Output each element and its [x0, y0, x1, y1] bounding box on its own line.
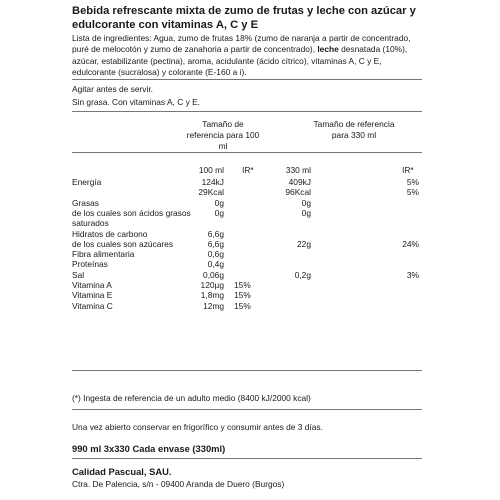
nutrient-label: Grasas [72, 197, 99, 208]
value-per-100ml: 6,6g [207, 228, 224, 239]
value-per-100ml: 124kJ [201, 177, 224, 187]
nutrient-label: Hidratos de carbono [72, 228, 148, 239]
nutrient-label: Fibra alimentaria [72, 249, 135, 260]
ir-per-330ml: 24% [402, 238, 419, 249]
ingredients-list [72, 33, 422, 78]
company-name: Calidad Pascual, SAU. [72, 466, 172, 477]
reference-footnote: (*) Ingesta de referencia de un adulto medio (8400 kJ/2000 kcal) [72, 393, 311, 403]
column-header-ir: IR* [402, 165, 414, 175]
company-address: Ctra. De Palencia, s/n - 09400 Aranda de Duero (Burgos) [72, 479, 285, 489]
value-per-100ml: 0g [214, 207, 224, 218]
value-per-100ml: 29Kcal [198, 187, 224, 198]
column-header-330ml: 330 ml [285, 165, 311, 175]
storage-instructions: Una vez abierto conservar en frigorífico y consumir antes de 3 días. [72, 422, 323, 432]
value-per-100ml: 1,8mg [200, 290, 224, 301]
nutrient-label: Energía [72, 177, 102, 187]
ingredients-prefix: Lista de ingredientes: Agua, zumo de frutas 18% (zumo de naranja a partir de concentrado, puré de melocotón y zumo de zanahoria a partir de concentrado), [72, 33, 411, 55]
nutrient-label: de los cuales son azúcares [72, 238, 174, 249]
ir-per-100ml: 15% [234, 300, 251, 311]
value-per-100ml: 0g [214, 197, 224, 208]
ingredients-bold-word: leche [317, 44, 339, 55]
value-per-330ml: 0g [301, 207, 311, 218]
value-per-100ml: 0,06g [203, 269, 224, 280]
divider [72, 458, 422, 459]
nutrient-label: Proteínas [72, 259, 108, 270]
header-per-330ml: Tamaño de referencia para 330 ml [313, 119, 395, 140]
nutrient-label: Vitamina C [72, 300, 113, 311]
divider [72, 409, 422, 410]
value-per-330ml: 96Kcal [285, 187, 311, 198]
divider [72, 79, 422, 80]
divider [72, 370, 422, 371]
header-per-100ml: Tamaño de referencia para 100 ml [186, 119, 260, 151]
divider [72, 152, 422, 153]
column-header-ir: IR* [242, 165, 254, 175]
value-per-100ml: 12mg [203, 300, 224, 311]
value-per-330ml: 22g [297, 238, 311, 249]
product-label [72, 0, 422, 500]
note-shake: Agitar antes de servir. [72, 84, 153, 94]
value-per-330ml: 409kJ [288, 177, 311, 187]
product-title: Bebida refrescante mixta de zumo de frutas y leche con azúcar y edulcorante con vitaminas A, C y E [72, 5, 416, 31]
nutrient-label: Vitamina E [72, 290, 113, 301]
nutrient-label: Sal [72, 269, 85, 280]
column-header-100ml: 100 ml [198, 165, 224, 175]
ir-per-330ml: 5% [406, 187, 419, 198]
note-no-fat: Sin grasa. Con vitaminas A, C y E. [72, 97, 201, 107]
nutrient-label: saturados [72, 218, 109, 229]
value-per-100ml: 0,4g [207, 259, 224, 270]
ingredients-suffix: desnatada (10%), azúcar, estabilizante (pectina), aroma, acidulante (ácido cítrico), vitaminas A, C y E, edulcorante (sucralosa) y colorante (E-160 a i). [72, 44, 408, 77]
ir-per-330ml: 3% [406, 269, 419, 280]
value-per-100ml: 120µg [200, 280, 224, 290]
value-per-100ml: 6,6g [207, 238, 224, 249]
nutrient-label: de los cuales son ácidos grasos [72, 207, 191, 218]
ir-per-100ml: 15% [234, 280, 251, 290]
ir-per-100ml: 15% [234, 290, 251, 301]
value-per-100ml: 0,6g [207, 249, 224, 260]
value-per-330ml: 0g [301, 197, 311, 208]
value-per-330ml: 0,2g [294, 269, 311, 280]
ir-per-330ml: 5% [406, 177, 419, 187]
nutrient-label: Vitamina A [72, 280, 112, 290]
package-size: 990 ml 3x330 Cada envase (330ml) [72, 443, 226, 454]
divider [72, 111, 422, 112]
